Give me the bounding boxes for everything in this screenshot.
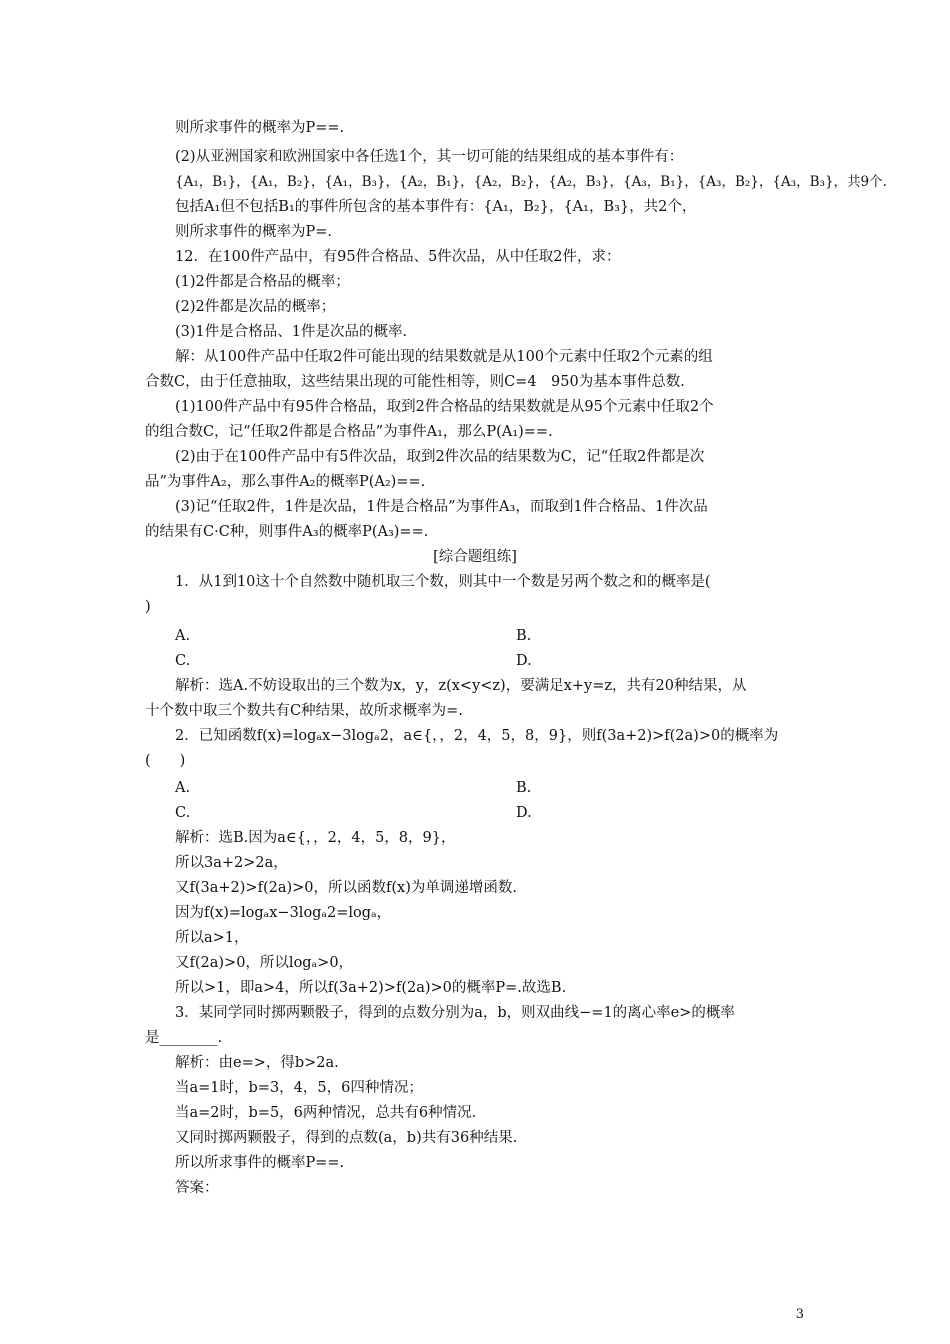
text-line: 解析：选B.因为a∈{，，2，4，5，8，9}， xyxy=(175,830,456,846)
text-line: (2)2件都是次品的概率； xyxy=(175,299,336,315)
text-line: 又f(2a)>0，所以logₐ>0， xyxy=(175,955,354,971)
choice-c: C. xyxy=(175,653,191,669)
text-line: 所以3a+2>2a， xyxy=(175,855,288,871)
text-line: 十个数中取三个数共有C种结果，故所求概率为=. xyxy=(145,703,463,719)
text-line: 的组合数C，记“任取2件都是合格品”为事件A₁，那么P(A₁)==. xyxy=(145,424,553,440)
text-line: 解析：由e=>，得b>2a. xyxy=(175,1055,339,1071)
text-line: 的结果有C·C种，则事件A₃的概率P(A₃)==. xyxy=(145,524,429,540)
text-line: ( ) xyxy=(145,753,186,769)
text-line: (2)由于在100件产品中有5件次品，取到2件次品的结果数为C，记“任取2件都是次 xyxy=(175,449,705,465)
text-line: 解析：选A.不妨设取出的三个数为x，y，z(x<y<z)，要满足x+y=z，共有20种结果，从 xyxy=(175,678,747,694)
text-line: 因为f(x)=logₐx−3logₐ2=logₐ， xyxy=(175,905,392,921)
text-line: 2．已知函数f(x)=logₐx−3logₐ2，a∈{，，2，4，5，8，9}，则f(3a+2)>f(2a)>0的概率为 xyxy=(175,728,779,744)
choice-a: A. xyxy=(175,780,191,796)
text-line: 又f(3a+2)>f(2a)>0，所以函数f(x)为单调递增函数. xyxy=(175,880,517,896)
choice-a: A. xyxy=(175,628,191,644)
choice-d: D. xyxy=(516,805,532,821)
text-line: 12．在100件产品中，有95件合格品、5件次品，从中任取2件，求： xyxy=(175,249,621,265)
text-line: (2)从亚洲国家和欧洲国家中各任选1个，其一切可能的结果组成的基本事件有： xyxy=(175,149,684,165)
text-line: 则所求事件的概率为P=. xyxy=(175,224,333,240)
text-line: 是________. xyxy=(145,1030,223,1046)
text-line: (1)2件都是合格品的概率； xyxy=(175,274,350,290)
choice-d: D. xyxy=(516,653,532,669)
text-line: 则所求事件的概率为P==. xyxy=(175,120,345,136)
text-line: 所以所求事件的概率P==. xyxy=(175,1155,345,1171)
text-line: (3)记“任取2件，1件是次品，1件是合格品”为事件A₃，而取到1件合格品、1件次品 xyxy=(175,499,708,515)
text-line: (3)1件是合格品、1件是次品的概率. xyxy=(175,324,408,340)
text-line: 又同时掷两颗骰子，得到的点数(a，b)共有36种结果. xyxy=(175,1130,518,1146)
text-line: {A₁，B₁}，{A₁，B₂}，{A₁，B₃}，{A₂，B₁}，{A₂，B₂}，{A₂，B₃}，{A₃，B₁}，{A₃，B₂}，{A₃，B₃}，共9个. xyxy=(175,174,887,190)
text-line: ) xyxy=(145,599,151,615)
text-line: 3．某同学同时掷两颗骰子，得到的点数分别为a，b，则双曲线−=1的离心率e>的概率 xyxy=(175,1005,735,1021)
text-line: 包括A₁但不包括B₁的事件所包含的基本事件有：{A₁，B₂}，{A₁，B₃}，共2个， xyxy=(175,199,697,215)
choice-c: C. xyxy=(175,805,191,821)
choice-b: B. xyxy=(516,780,532,796)
text-line: (1)100件产品中有95件合格品，取到2件合格品的结果数就是从95个元素中任取2个 xyxy=(175,399,714,415)
page-number: 3 xyxy=(795,1307,804,1322)
text-line: 所以>1，即a>4，所以f(3a+2)>f(2a)>0的概率P=.故选B. xyxy=(175,980,567,996)
text-line: 答案： xyxy=(175,1180,219,1196)
text-line: 当a=1时，b=3，4，5，6四种情况； xyxy=(175,1080,423,1096)
text-line: 品”为事件A₂，那么事件A₂的概率P(A₂)==. xyxy=(145,474,426,490)
section-heading: [综合题组练] xyxy=(433,549,517,565)
text-line: 1．从1到10这十个自然数中随机取三个数，则其中一个数是另两个数之和的概率是( xyxy=(175,574,711,590)
text-line: 解：从100件产品中任取2件可能出现的结果数就是从100个元素中任取2个元素的组 xyxy=(175,349,713,365)
text-line: 所以a>1， xyxy=(175,930,249,946)
text-line: 当a=2时，b=5，6两种情况，总共有6种情况. xyxy=(175,1105,477,1121)
choice-b: B. xyxy=(516,628,532,644)
text-line: 合数C，由于任意抽取，这些结果出现的可能性相等，则C=4 950为基本事件总数. xyxy=(145,374,685,390)
